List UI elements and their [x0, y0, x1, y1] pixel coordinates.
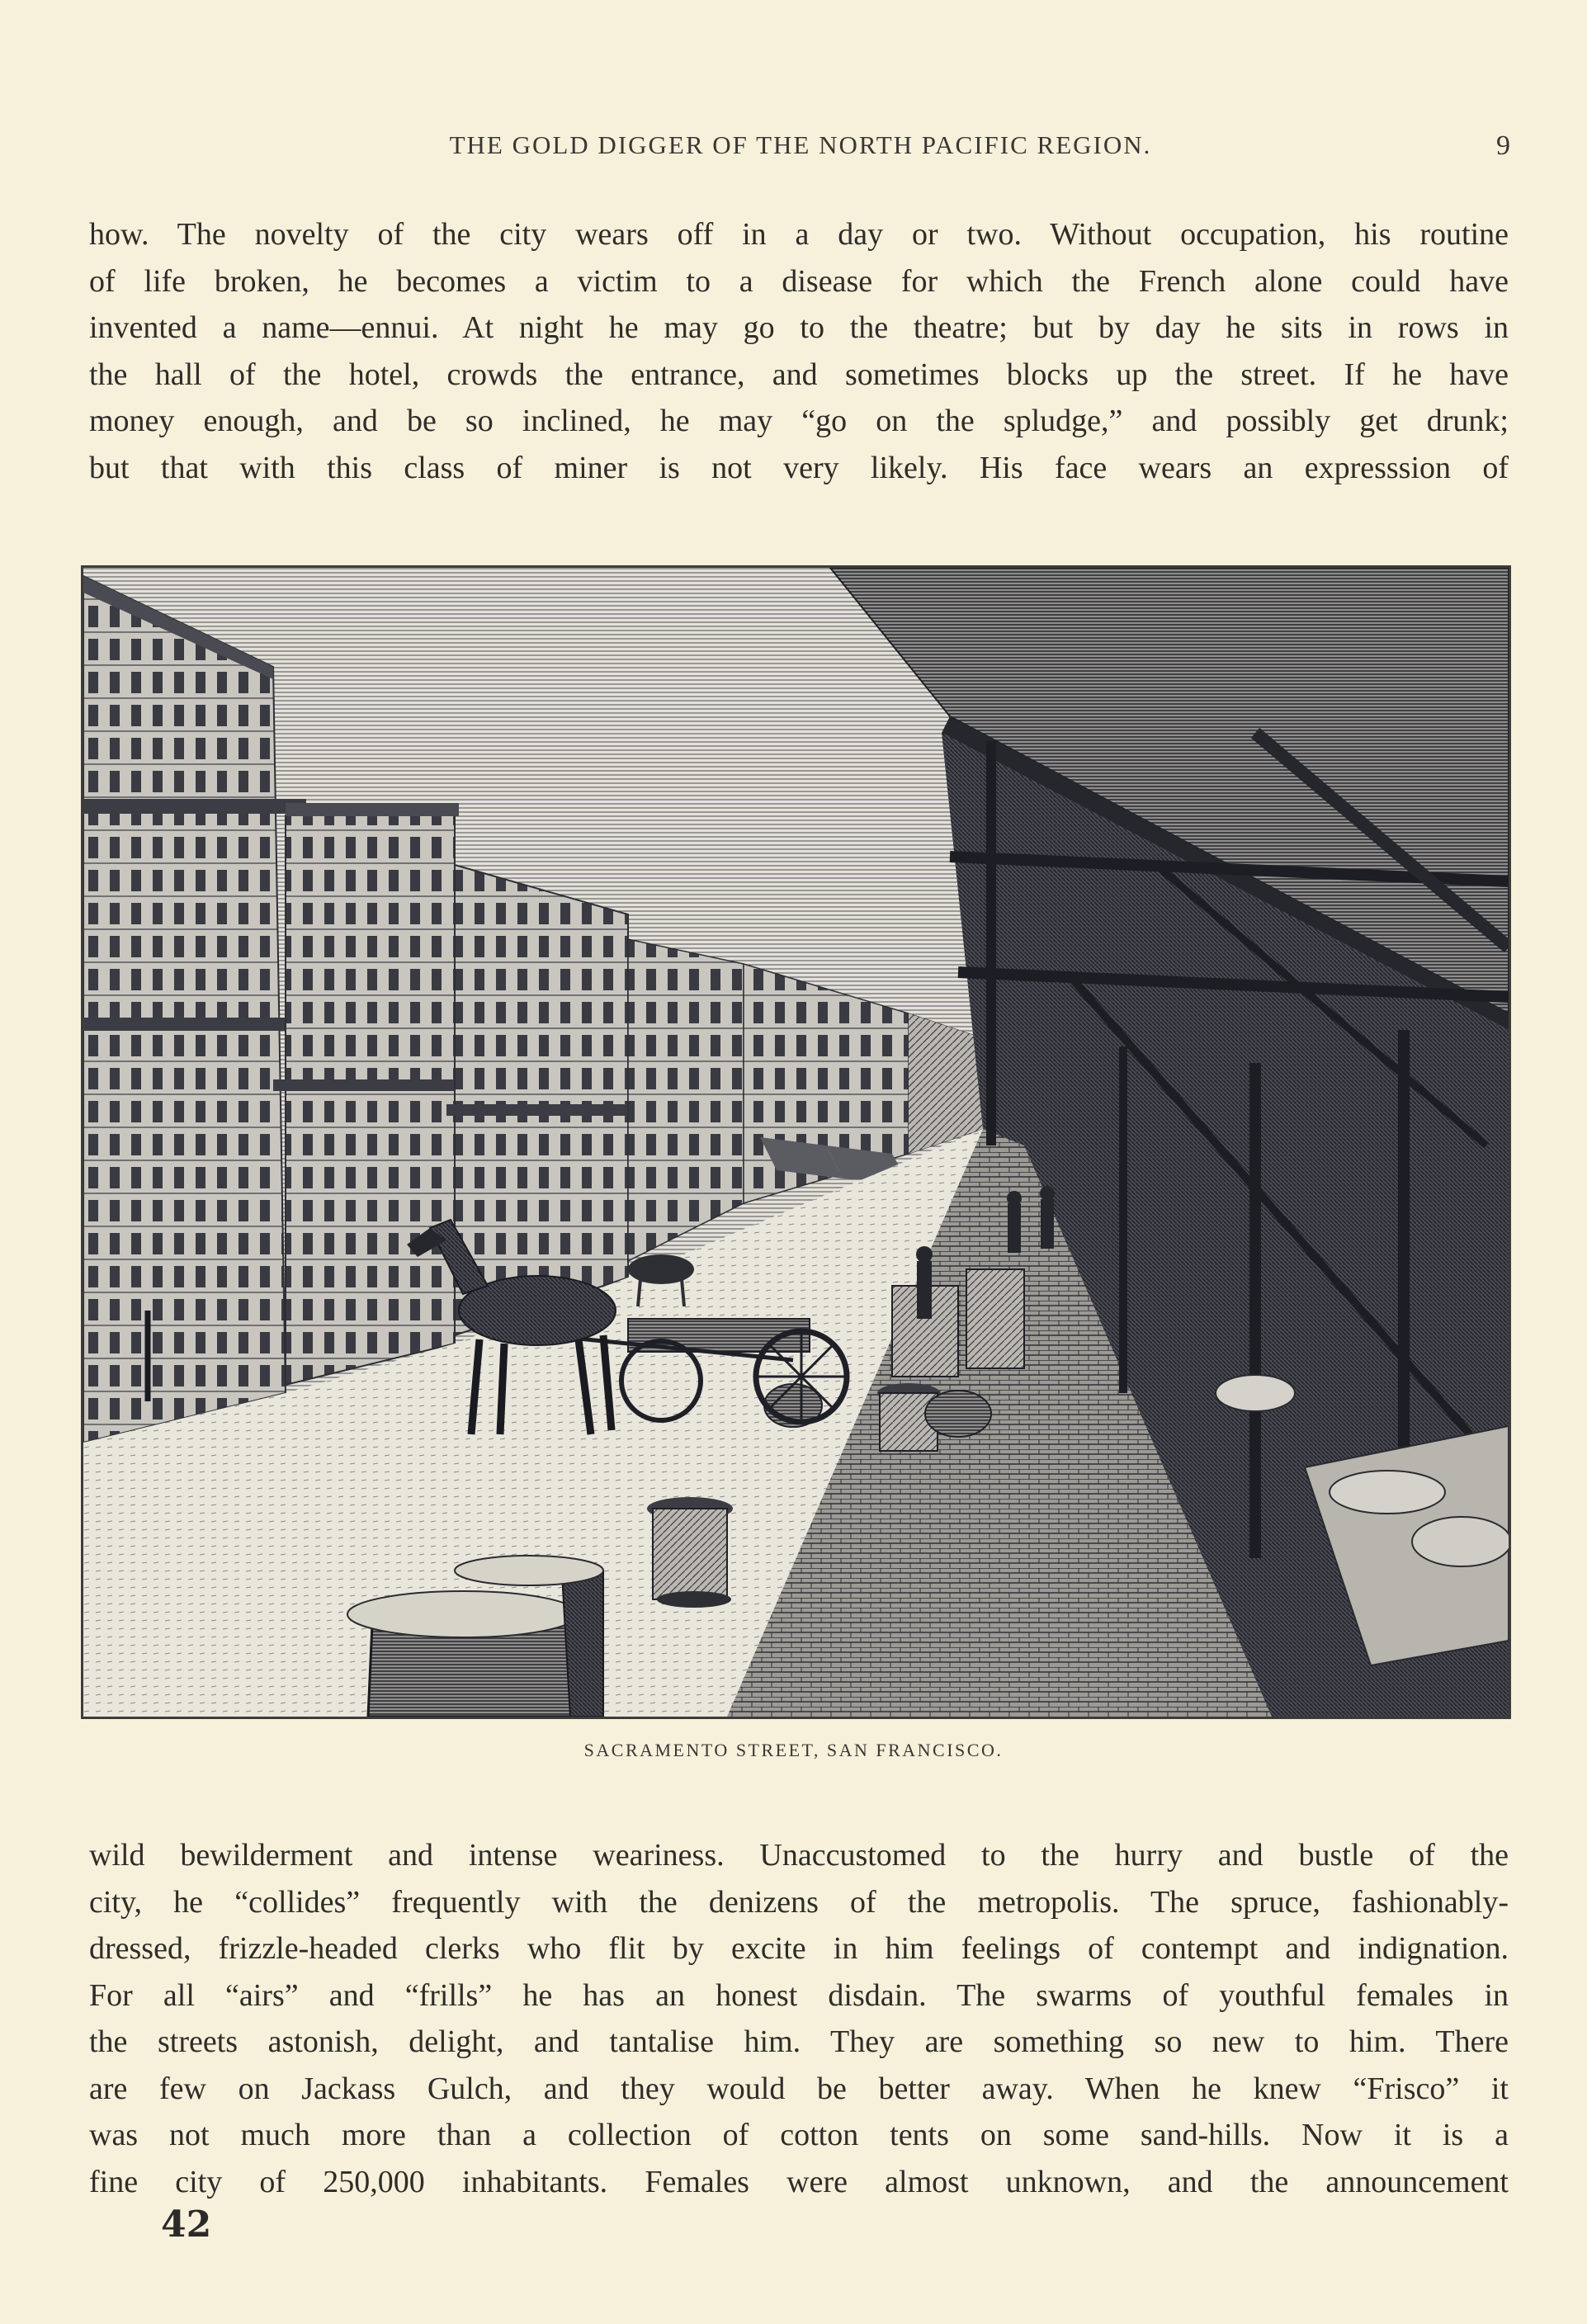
text-line: invented a name—ennui. At night he may go to the theatre; but by day he sits in rows in — [89, 310, 1509, 345]
running-title: THE GOLD DIGGER OF THE NORTH PACIFIC REGION. — [449, 130, 1152, 159]
engraving-illustration — [81, 565, 1511, 1719]
text-line: dressed, frizzle-headed clerks who flit by excite in him feelings of contempt and indignation. — [89, 1931, 1509, 1966]
text-line: of life broken, he becomes a victim to a disease for which the French alone could have — [89, 263, 1509, 299]
text-line: money enough, and be so inclined, he may “go on the spludge,” and possibly get drunk; — [89, 404, 1509, 438]
running-head — [91, 130, 1510, 172]
text-line: fine city of 250,000 inhabitants. Females were almost unknown, and the announcement — [89, 2164, 1509, 2199]
text-line: how. The novelty of the city wears off in a day or two. Without occupation, his routine — [89, 217, 1509, 252]
text-line: the hall of the hotel, crowds the entrance, and sometimes blocks up the street. If he have — [89, 357, 1509, 392]
figure-caption: SACRAMENTO STREET, SAN FRANCISCO. — [583, 1740, 1004, 1760]
signature-mark: 42 — [161, 2204, 212, 2246]
text-line: wild bewilderment and intense weariness. Unaccustomed to the hurry and bustle of the — [89, 1838, 1509, 1873]
text-line: was not much more than a collection of cotton tents on some sand-hills. Now it is a — [89, 2118, 1509, 2152]
text-line: are few on Jackass Gulch, and they would be better away. When he knew “Frisco” it — [89, 2071, 1509, 2106]
text-line: city, he “collides” frequently with the denizens of the metropolis. The spruce, fashionably- — [89, 1884, 1509, 1920]
top-paragraph — [89, 211, 1509, 491]
text-line: but that with this class of miner is not very likely. His face wears an expresssion of — [89, 450, 1509, 485]
text-line: the streets astonish, delight, and tantalise him. They are something so new to him. There — [89, 2024, 1509, 2059]
page-number: 9 — [1496, 130, 1510, 161]
text-line: For all “airs” and “frills” he has an honest disdain. The swarms of youthful females in — [89, 1977, 1509, 2013]
bottom-paragraph — [89, 1832, 1509, 2205]
